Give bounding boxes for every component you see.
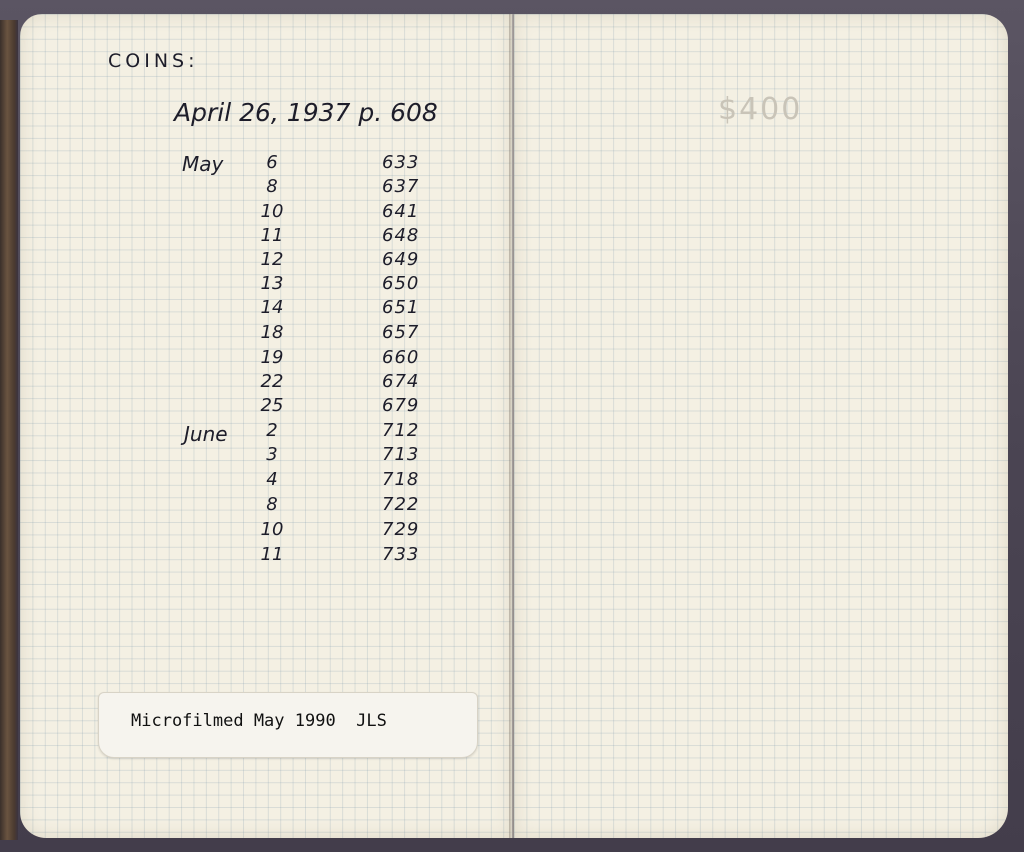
month-label-may: May bbox=[182, 152, 224, 176]
entry-day: 12 bbox=[260, 249, 284, 270]
entry-day: 6 bbox=[266, 152, 278, 173]
list-item bbox=[250, 249, 450, 273]
entry-day: 10 bbox=[260, 519, 284, 540]
list-item bbox=[250, 371, 450, 395]
entry-day: 22 bbox=[260, 371, 284, 392]
entry-page: 733 bbox=[382, 544, 420, 565]
entry-page: 660 bbox=[382, 347, 420, 368]
entry-day: 2 bbox=[266, 420, 278, 441]
list-item bbox=[250, 273, 450, 297]
entry-day: 18 bbox=[260, 322, 284, 343]
left-page bbox=[20, 14, 512, 838]
entry-page: 679 bbox=[382, 395, 420, 416]
list-item bbox=[250, 322, 450, 346]
month-label-june: June bbox=[184, 422, 228, 446]
microfilm-label bbox=[98, 692, 478, 758]
list-item bbox=[250, 444, 450, 468]
entry-page: 718 bbox=[382, 469, 420, 490]
list-item bbox=[250, 225, 450, 249]
entry-page: 637 bbox=[382, 176, 420, 197]
entry-day: 8 bbox=[266, 176, 278, 197]
pencil-price-note: $400 bbox=[718, 92, 803, 127]
list-item bbox=[250, 395, 450, 419]
entry-day: 3 bbox=[266, 444, 278, 465]
entry-day: 4 bbox=[266, 469, 278, 490]
list-item bbox=[250, 152, 450, 176]
entry-page: 674 bbox=[382, 371, 420, 392]
entry-page: 657 bbox=[382, 322, 420, 343]
entry-page: 649 bbox=[382, 249, 420, 270]
entry-page: 729 bbox=[382, 519, 420, 540]
list-item bbox=[250, 544, 450, 568]
entry-page: 633 bbox=[382, 152, 420, 173]
entry-day: 8 bbox=[266, 494, 278, 515]
entry-page: 650 bbox=[382, 273, 420, 294]
entry-page: 712 bbox=[382, 420, 420, 441]
list-item bbox=[250, 494, 450, 518]
entry-day: 19 bbox=[260, 347, 284, 368]
list-item bbox=[250, 420, 450, 444]
entry-day: 25 bbox=[260, 395, 284, 416]
right-page bbox=[514, 14, 1008, 838]
entry-page: 651 bbox=[382, 297, 420, 318]
entry-day: 10 bbox=[260, 201, 284, 222]
entry-page: 641 bbox=[382, 201, 420, 222]
microfilm-label-text: Microfilmed May 1990 JLS bbox=[131, 711, 387, 731]
list-item bbox=[250, 519, 450, 543]
list-item bbox=[250, 297, 450, 321]
list-item bbox=[250, 469, 450, 493]
list-item bbox=[250, 176, 450, 200]
date-line: April 26, 1937 p. 608 bbox=[174, 98, 438, 127]
entry-page: 722 bbox=[382, 494, 420, 515]
list-item bbox=[250, 201, 450, 225]
page-heading: COINS: bbox=[108, 50, 199, 72]
entry-page: 648 bbox=[382, 225, 420, 246]
entry-page: 713 bbox=[382, 444, 420, 465]
list-item bbox=[250, 347, 450, 371]
entry-day: 13 bbox=[260, 273, 284, 294]
entry-day: 11 bbox=[260, 544, 284, 565]
entry-day: 14 bbox=[260, 297, 284, 318]
cover-edge bbox=[0, 20, 18, 840]
entry-day: 11 bbox=[260, 225, 284, 246]
